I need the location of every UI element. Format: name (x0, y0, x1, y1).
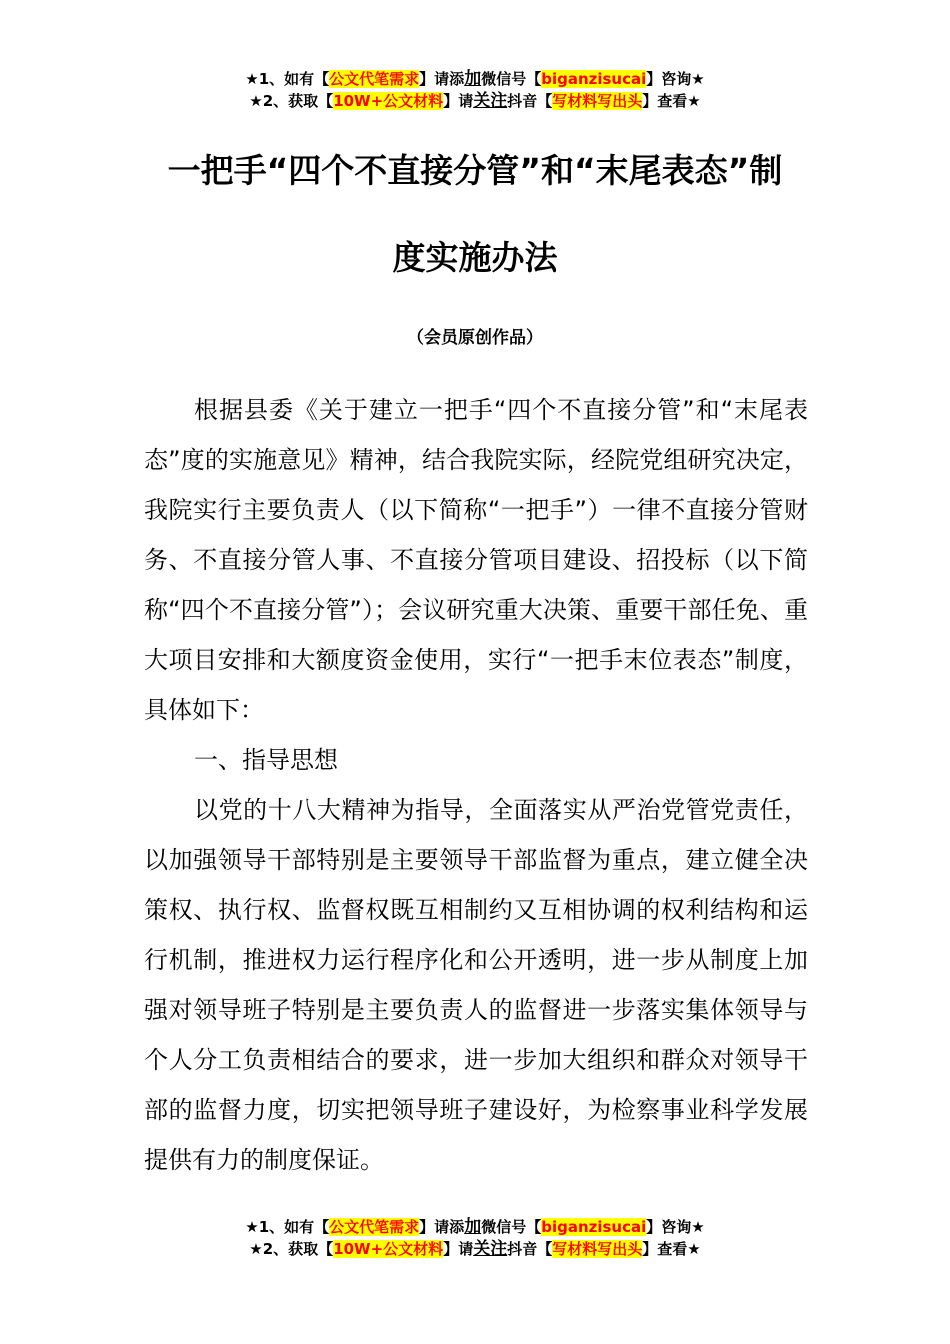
body-paragraph-intro: 根据县委《关于建立一把手“四个不直接分管”和“末尾表态”度的实施意见》精神，结合我院实际，经院党组研究决定，我院实行主要负责人（以下简称“一把手”）一律不直接分管财务、不直接分管人事、不直接分管项目建设、招投标（以下简称“四个不直接分管”）；会议研究重大决策、重要干部任免、重大项目安排和大额度资金使用，实行“一把手末位表态”制度，具体如下： (144, 396, 808, 724)
promo-text: 】请 (443, 92, 474, 110)
document-title-line-2: 度实施办法 (392, 238, 558, 277)
promo-highlight: 10W+公文材料 (333, 92, 444, 110)
promo-text: 】查看★ (642, 1240, 701, 1258)
promo-highlight: 公文代笔需求 (329, 70, 420, 88)
section-heading: 一、指导思想 (194, 746, 338, 774)
promo-highlight: 10W+公文材料 (333, 1240, 444, 1258)
body-paragraph-guiding-thought: 以党的十八大精神为指导，全面落实从严治党管党责任，以加强领导干部特别是主要领导干部监督为重点，建立健全决策权、执行权、监督权既互相制约又互相协调的权利结构和运行机制，推进权力运行程序化和公开透明，进一步从制度上加强对领导班子特别是主要负责人的监督进一步落实集体领导与个人分工负责相结合的要求，进一步加大组织和群众对领导干部的监督力度，切实把领导班子建设好，为检察事业科学发展提供有力的制度保证。 (144, 796, 808, 1174)
promo-text: 】请添 (419, 70, 465, 88)
promo-wechat-id: biganzisucai (541, 1218, 647, 1236)
promo-line-1 (0, 68, 950, 90)
promo-text: ★1、如有【 (245, 70, 330, 88)
header-promo-banner (0, 68, 950, 112)
promo-line-2 (0, 1238, 950, 1260)
promo-text: 】查看★ (642, 92, 701, 110)
promo-douyin-account: 写材料写出头 (552, 1240, 643, 1258)
promo-highlight: 公文代笔需求 (329, 1218, 420, 1236)
promo-text: ★2、获取【 (249, 92, 334, 110)
promo-text: 抖音【 (507, 92, 553, 110)
promo-text: 】咨询★ (646, 1218, 705, 1236)
footer-promo-banner (0, 1216, 950, 1260)
promo-douyin-account: 写材料写出头 (552, 92, 643, 110)
promo-text: 微信号【 (481, 1218, 542, 1236)
promo-text: 】请添 (419, 1218, 465, 1236)
promo-text: 】咨询★ (646, 70, 705, 88)
promo-underlined: 关注 (473, 91, 508, 111)
promo-text: 】请 (443, 1240, 474, 1258)
promo-underlined: 加 (464, 69, 482, 89)
promo-text: 微信号【 (481, 70, 542, 88)
promo-underlined: 关注 (473, 1239, 508, 1259)
promo-line-1 (0, 1216, 950, 1238)
document-title-line-1: 一把手“四个不直接分管”和“末尾表态”制 (167, 151, 783, 190)
document-body (144, 385, 808, 1185)
promo-wechat-id: biganzisucai (541, 70, 647, 88)
promo-text: ★2、获取【 (249, 1240, 334, 1258)
promo-text: ★1、如有【 (245, 1218, 330, 1236)
promo-underlined: 加 (464, 1217, 482, 1237)
document-subtitle: （会员原创作品） (407, 328, 543, 348)
promo-text: 抖音【 (507, 1240, 553, 1258)
promo-line-2 (0, 90, 950, 112)
